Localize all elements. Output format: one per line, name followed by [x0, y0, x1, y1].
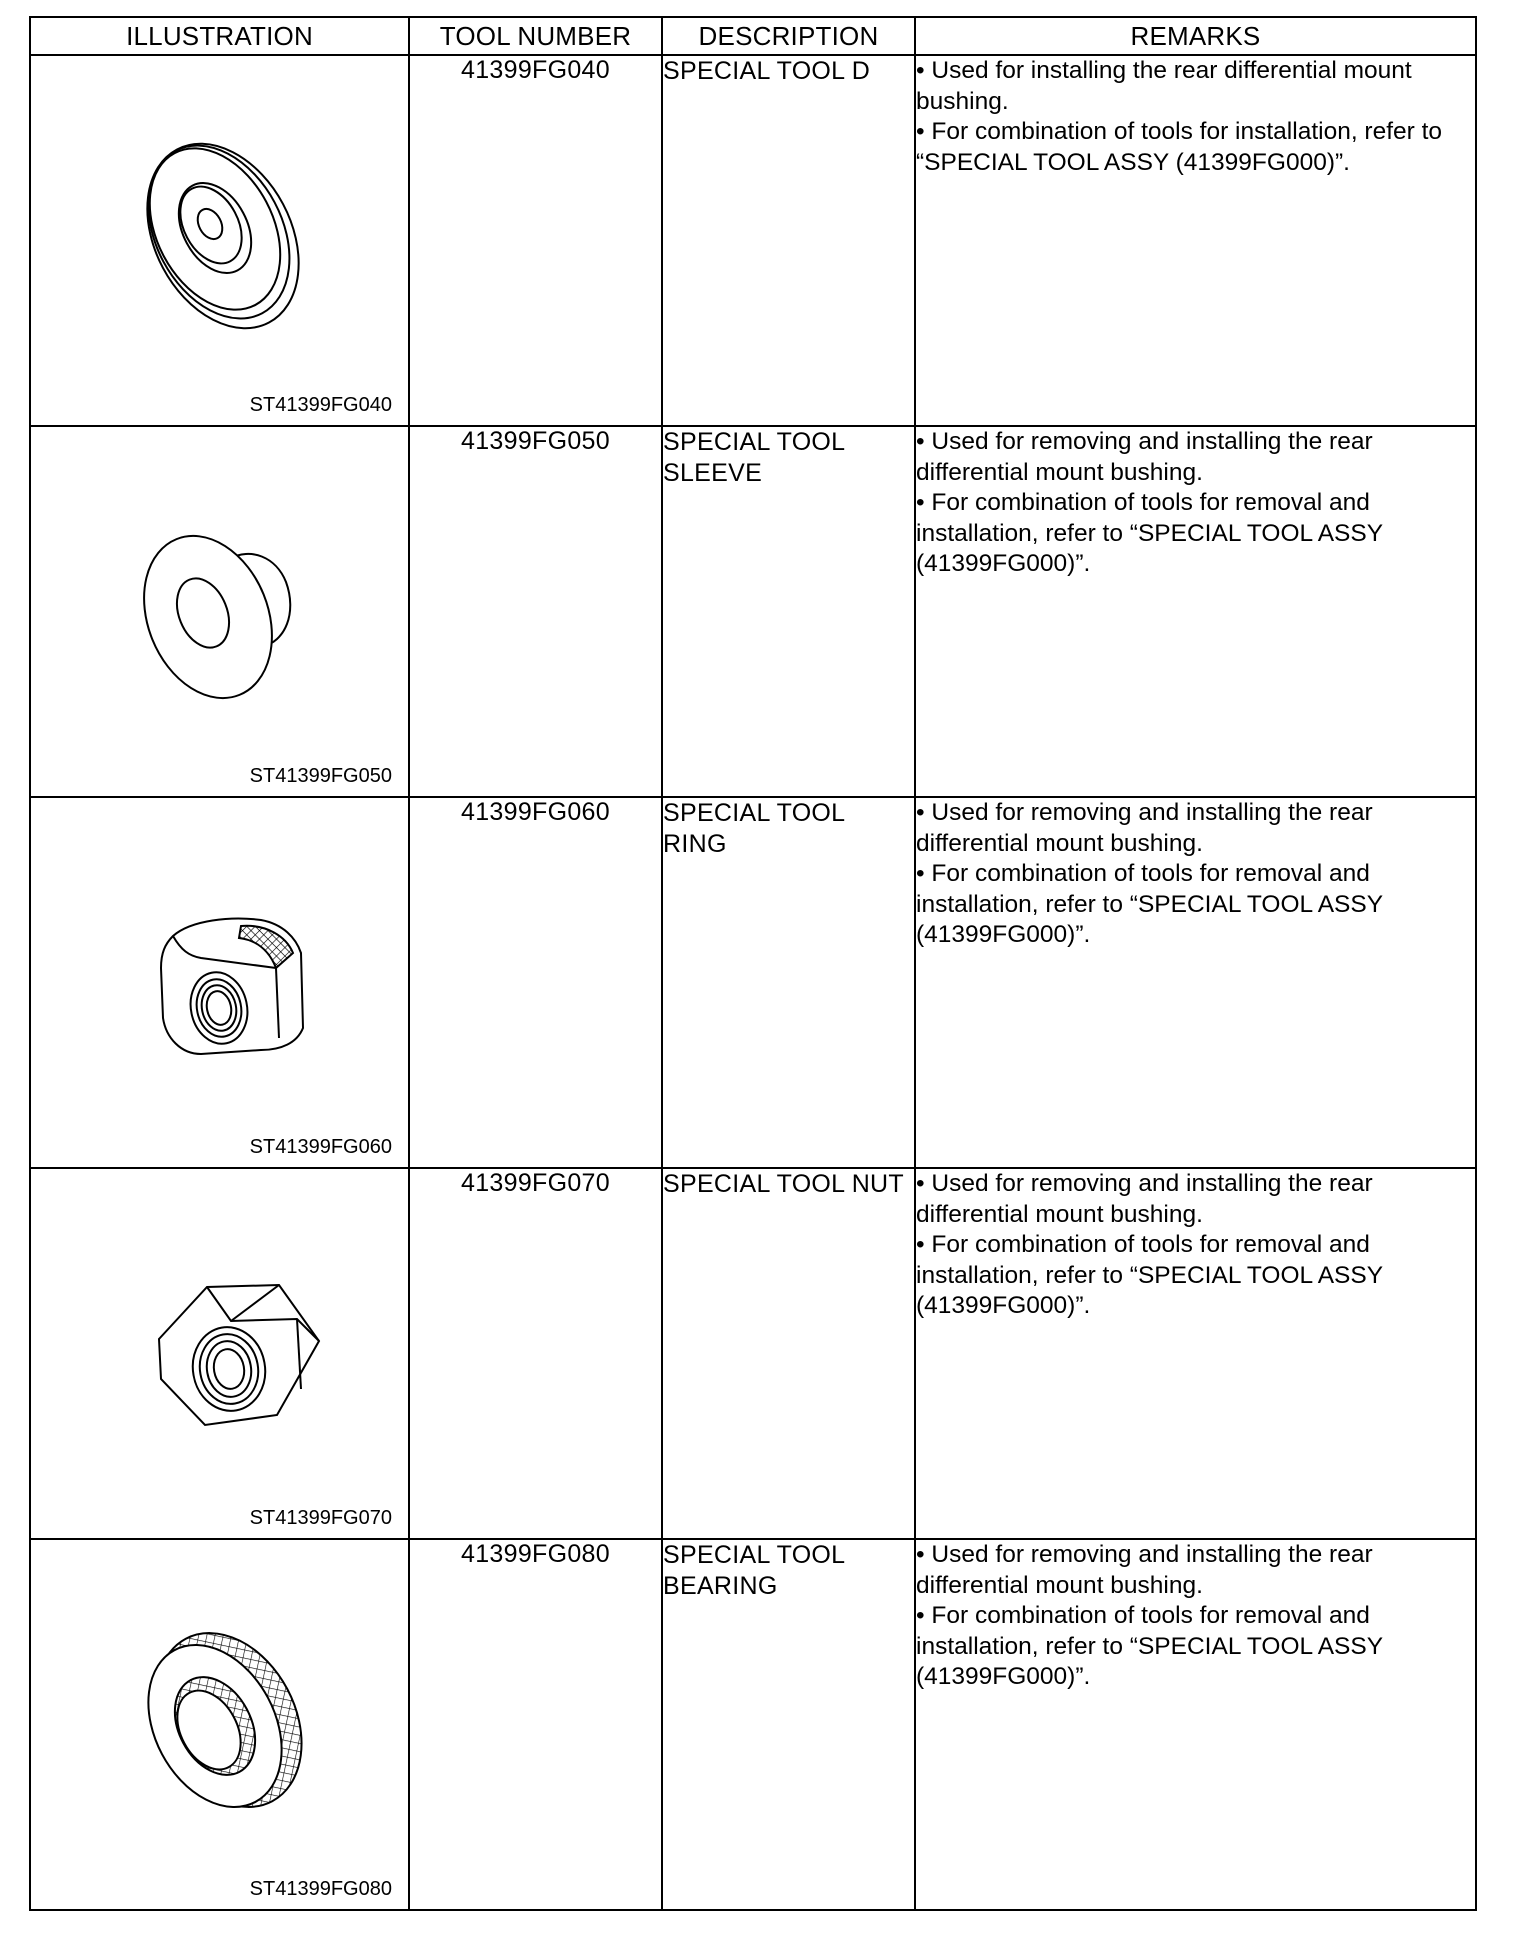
table-row — [30, 797, 1476, 1168]
description-cell: SPECIAL TOOL SLEEVE — [662, 426, 915, 797]
tool-number-cell: 41399FG040 — [409, 55, 662, 426]
table-row — [30, 1539, 1476, 1910]
tool-number-cell: 41399FG070 — [409, 1168, 662, 1539]
illustration-code: ST41399FG060 — [249, 1136, 392, 1158]
illustration-cell — [30, 55, 409, 426]
illustration-cell — [30, 797, 409, 1168]
remark-combination: • For combination of tools for removal and installation, refer to “SPECIAL TOOL ASSY (41399FG000)”. — [916, 489, 1383, 577]
description-cell: SPECIAL TOOL BEARING — [662, 1539, 915, 1910]
remark-usage: • Used for removing and installing the rear differential mount bushing. — [916, 428, 1373, 486]
special-tools-table — [29, 16, 1477, 1911]
header-tool-number: TOOL NUMBER — [409, 17, 662, 55]
special-tool-d-illustration — [111, 116, 331, 356]
remark-combination: • For combination of tools for installation, refer to “SPECIAL TOOL ASSY (41399FG000)”. — [916, 118, 1443, 176]
illustration-cell — [30, 426, 409, 797]
tool-number-cell: 41399FG050 — [409, 426, 662, 797]
illustration-code: ST41399FG040 — [249, 394, 392, 416]
ring-illustration — [111, 858, 331, 1098]
remark-usage: • Used for removing and installing the rear differential mount bushing. — [916, 1170, 1373, 1228]
table-header-row — [30, 17, 1476, 55]
table-row — [30, 55, 1476, 426]
illustration-code: ST41399FG070 — [249, 1507, 392, 1529]
bearing-illustration — [111, 1600, 331, 1840]
remarks-cell — [915, 797, 1476, 1168]
nut-illustration — [111, 1229, 331, 1469]
illustration-cell — [30, 1168, 409, 1539]
remark-usage: • Used for removing and installing the rear differential mount bushing. — [916, 799, 1373, 857]
tool-number-cell: 41399FG080 — [409, 1539, 662, 1910]
remarks-cell — [915, 426, 1476, 797]
description-cell: SPECIAL TOOL RING — [662, 797, 915, 1168]
illustration-code: ST41399FG080 — [249, 1878, 392, 1900]
illustration-code: ST41399FG050 — [249, 765, 392, 787]
remark-combination: • For combination of tools for removal and installation, refer to “SPECIAL TOOL ASSY (41399FG000)”. — [916, 1602, 1383, 1690]
remark-usage: • Used for installing the rear differential mount bushing. — [916, 57, 1412, 115]
table-row — [30, 1168, 1476, 1539]
remarks-cell — [915, 55, 1476, 426]
description-cell: SPECIAL TOOL D — [662, 55, 915, 426]
header-description: DESCRIPTION — [662, 17, 915, 55]
sleeve-illustration — [111, 487, 331, 727]
tool-number-cell: 41399FG060 — [409, 797, 662, 1168]
remark-usage: • Used for removing and installing the rear differential mount bushing. — [916, 1541, 1373, 1599]
remarks-cell — [915, 1168, 1476, 1539]
header-illustration: ILLUSTRATION — [30, 17, 409, 55]
remarks-cell — [915, 1539, 1476, 1910]
header-remarks: REMARKS — [915, 17, 1476, 55]
remark-combination: • For combination of tools for removal and installation, refer to “SPECIAL TOOL ASSY (41399FG000)”. — [916, 1231, 1383, 1319]
remark-combination: • For combination of tools for removal and installation, refer to “SPECIAL TOOL ASSY (41399FG000)”. — [916, 860, 1383, 948]
illustration-cell — [30, 1539, 409, 1910]
description-cell: SPECIAL TOOL NUT — [662, 1168, 915, 1539]
table-row — [30, 426, 1476, 797]
